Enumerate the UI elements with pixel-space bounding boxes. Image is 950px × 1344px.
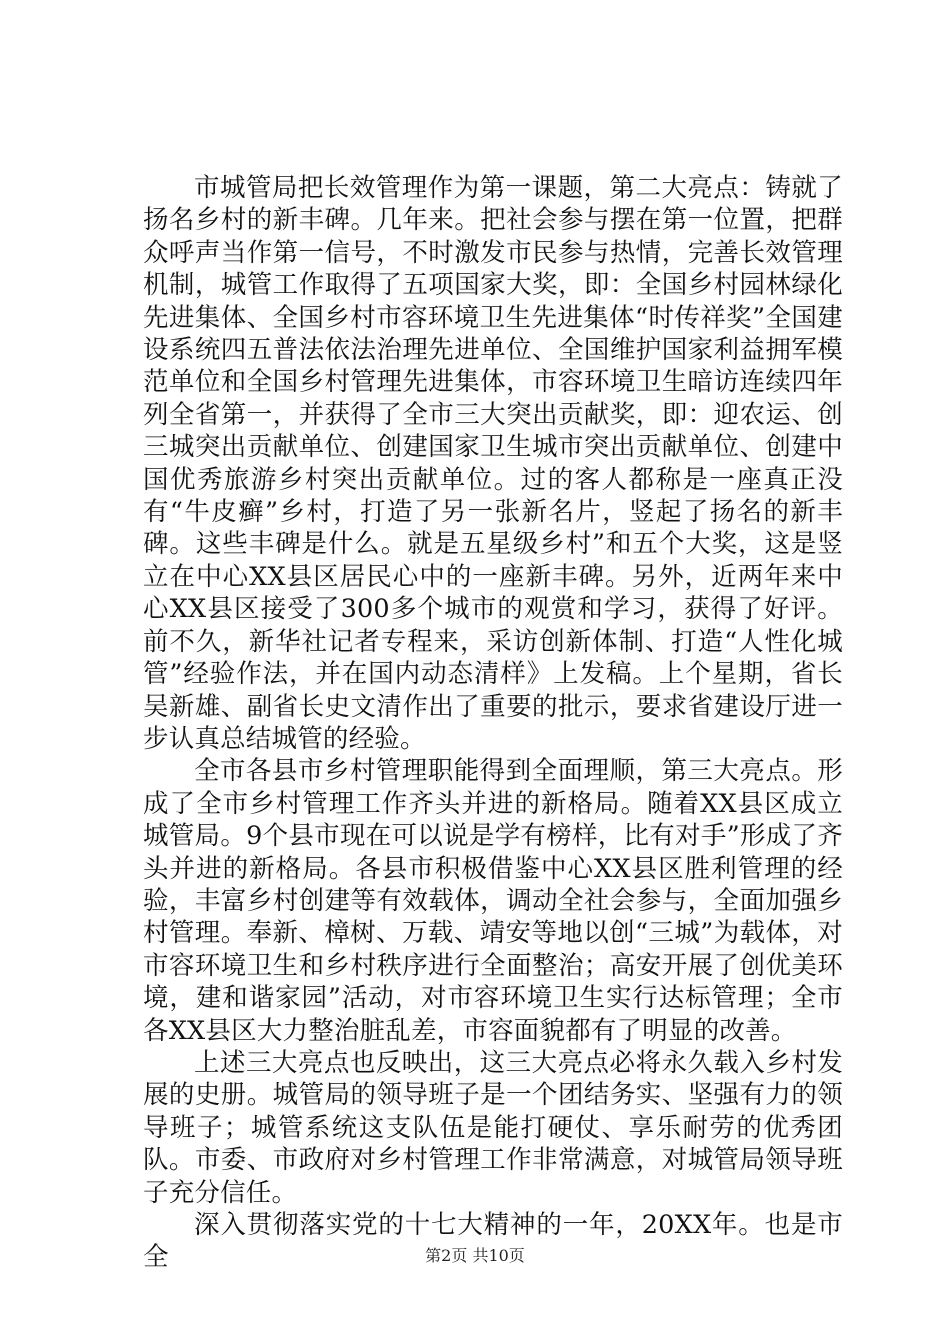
document-body	[143, 172, 843, 1274]
paragraph: 深入贯彻落实党的十七大精神的一年，20XX年。也是市全	[143, 1210, 843, 1273]
paragraph: 市城管局把长效管理作为第一课题，第二大亮点：铸就了扬名乡村的新丰碑。几年来。把社会参与摆在第一位置，把群众呼声当作第一信号，不时激发市民参与热情，完善长效管理机制，城管工作取得了五项国家大奖，即：全国乡村园林绿化先进集体、全国乡村市容环境卫生先进集体“时传祥奖”全国建设系统四五普法依法治理先进单位、全国维护国家利益拥军模范单位和全国乡村管理先进集体，市容环境卫生暗访连续四年列全省第一，并获得了全市三大突出贡献奖，即：迎农运、创三城突出贡献单位、创建国家卫生城市突出贡献单位、创建中国优秀旅游乡村突出贡献单位。过的客人都称是一座真正没有“牛皮癣”乡村，打造了另一张新名片，竖起了扬名的新丰碑。这些丰碑是什么。就是五星级乡村”和五个大奖，这是竖立在中心XX县区居民心中的一座新丰碑。另外，近两年来中心XX县区接受了300多个城市的观赏和学习，获得了好评。前不久，新华社记者专程来，采访创新体制、打造“人性化城管”经验作法，并在国内动态清样》上发稿。上个星期，省长吴新雄、副省长史文清作出了重要的批示，要求省建设厅进一步认真总结城管的经验。	[143, 173, 843, 754]
paragraph: 上述三大亮点也反映出，这三大亮点必将永久载入乡村发展的史册。城管局的领导班子是一个团结务实、坚强有力的领导班子；城管系统这支队伍是能打硬仗、享乐耐劳的优秀团队。市委、市政府对乡村管理工作非常满意，对城管局领导班子充分信任。	[143, 1047, 843, 1208]
paragraph: 全市各县市乡村管理职能得到全面理顺，第三大亮点。形成了全市乡村管理工作齐头并进的新格局。随着XX县区成立城管局。9个县市现在可以说是学有榜样，比有对手”形成了齐头并进的新格局。各县市积极借鉴中心XX县区胜利管理的经验，丰富乡村创建等有效载体，调动全社会参与，全面加强乡村管理。奉新、樟树、万载、靖安等地以创“三城”为载体，对市容环境卫生和乡村秩序进行全面整治；高安开展了创优美环境，建和谐家园”活动，对市容环境卫生实行达标管理；全市各XX县区大力整治脏乱差，市容面貌都有了明显的改善。	[143, 756, 843, 1046]
page-number-footer: 第2页 共10页	[425, 1246, 525, 1265]
